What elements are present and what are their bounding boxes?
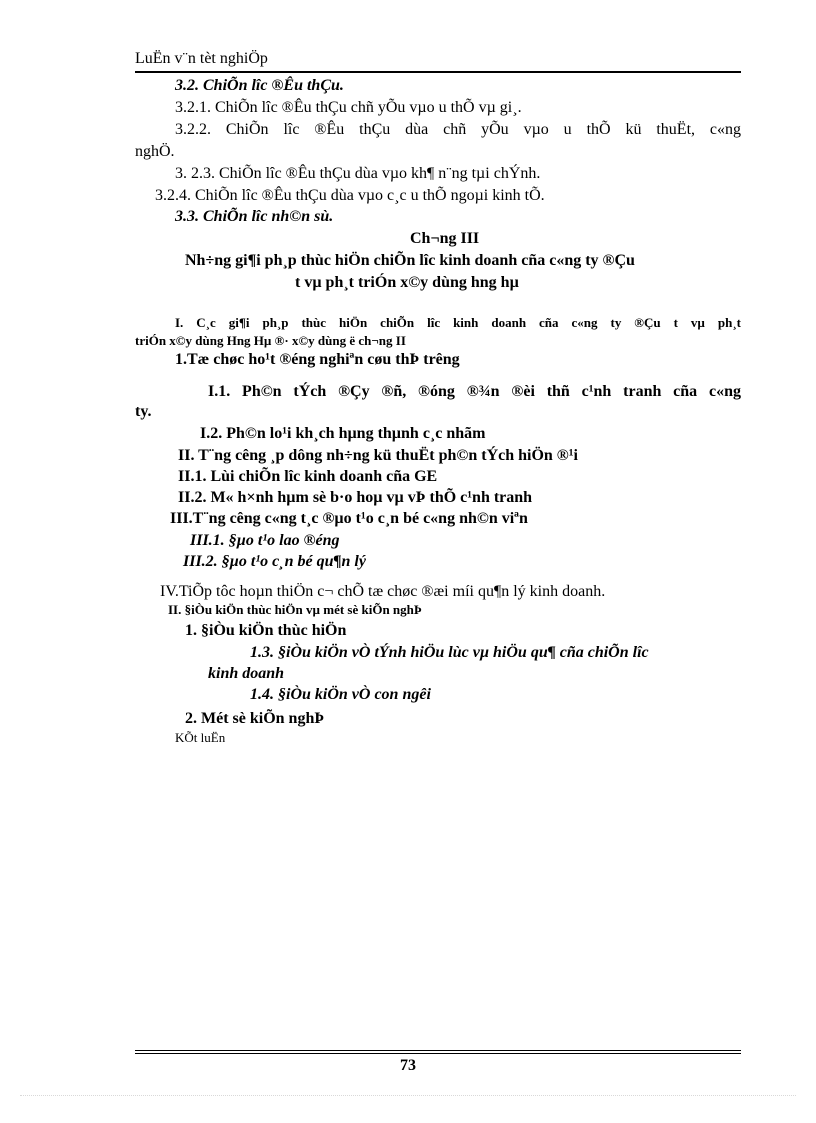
chapter-subtitle: Nh÷ng gi¶i ph¸p thùc hiÖn chiÕn lîc kinh doanh cña c«ng ty ®Çu <box>185 252 635 269</box>
page-number: 73 <box>400 1057 416 1074</box>
section-I-title: I. C¸c gi¶i ph¸p thùc hiÖn chiÕn lîc kinh doanh cña c«ng ty ®Çu t vµ ph¸t <box>175 315 741 330</box>
heading-II-1: II.1. Lùi chiÕn lîc kinh doanh cña GE <box>178 468 438 485</box>
chapter-title: Ch¬ng III <box>410 230 480 247</box>
heading-IV: IV.TiÕp tôc hoµn thiÖn c¬ chÕ tæ chøc ®æi míi qu¶n lý kinh doanh. <box>160 583 606 600</box>
text-line: nghÖ. <box>135 143 175 160</box>
heading-2-kien-nghi: 2. Mét sè kiÕn nghÞ <box>185 710 325 727</box>
text-line: 3. 2.3. ChiÕn lîc ®Êu thÇu dùa vµo kh¶ n¨ng tµi chÝnh. <box>175 165 541 182</box>
text-line: 3.2.4. ChiÕn lîc ®Êu thÇu dùa vµo c¸c u thÕ ngoµi kinh tÕ. <box>155 187 545 204</box>
chapter-subtitle-cont: t vµ ph¸t triÓn x©y dùng hng hµ <box>295 274 519 291</box>
heading-1-3: 1.3. §iÒu kiÖn vÒ tÝnh hiÖu lùc vµ hiÖu qu¶ cña chiÕn lîc <box>250 644 649 661</box>
section-II-title: II. §iÒu kiÖn thùc hiÖn vµ mét sè kiÕn nghÞ <box>168 602 422 617</box>
heading-3-2: 3.2. ChiÕn lîc ®Êu thÇu. <box>175 77 344 94</box>
heading-III-1: III.1. §µo t¹o lao ®éng <box>190 532 340 549</box>
heading-I-1: I.1. Ph©n tÝch ®Çy ®ñ, ®óng ®¾n ®èi thñ c¹nh tranh cña c«ng <box>208 383 741 400</box>
heading-II-2: II.2. M« h×nh hµm sè b·o hoµ vµ vÞ thÕ c¹nh tranh <box>178 489 533 506</box>
heading-1-dieu-kien: 1. §iÒu kiÖn thùc hiÖn <box>185 622 347 639</box>
heading-3-3: 3.3. ChiÕn lîc nh©n sù. <box>175 208 334 225</box>
footer-rule <box>135 1050 741 1051</box>
footer-rule <box>135 1053 741 1054</box>
page-bottom-border <box>20 1095 796 1096</box>
heading-1-3-cont: kinh doanh <box>208 665 285 682</box>
heading-III: III.T¨ng cêng c«ng t¸c ®µo t¹o c¸n bé c«ng nh©n viªn <box>170 510 528 527</box>
text-line: 3.2.1. ChiÕn lîc ®Êu thÇu chñ yÕu vµo u thÕ vµ gi¸. <box>175 99 522 116</box>
heading-1: 1.Tæ chøc ho¹t ®éng nghiªn cøu thÞ trêng <box>175 351 460 368</box>
text-line: 3.2.2. ChiÕn lîc ®Êu thÇu dùa chñ yÕu vµo u thÕ kü thuËt, c«ng <box>175 121 741 138</box>
running-header: LuËn v¨n tèt nghiÖp <box>135 50 268 67</box>
heading-II: II. T¨ng cêng ¸p dông nh÷ng kü thuËt ph©n tÝch hiÖn ®¹i <box>178 447 578 464</box>
heading-I-2: I.2. Ph©n lo¹i kh¸ch hµng thµnh c¸c nhãm <box>200 425 486 442</box>
section-I-title-cont: triÓn x©y dùng Hng Hµ ®· x©y dùng ë ch¬ng II <box>135 333 406 348</box>
header-rule <box>135 71 741 73</box>
heading-1-4: 1.4. §iÒu kiÖn vÒ con ngêi <box>250 686 431 703</box>
heading-III-2: III.2. §µo t¹o c¸n bé qu¶n lý <box>183 553 366 570</box>
heading-I-1-cont: ty. <box>135 403 152 420</box>
conclusion-label: KÕt luËn <box>175 730 226 745</box>
